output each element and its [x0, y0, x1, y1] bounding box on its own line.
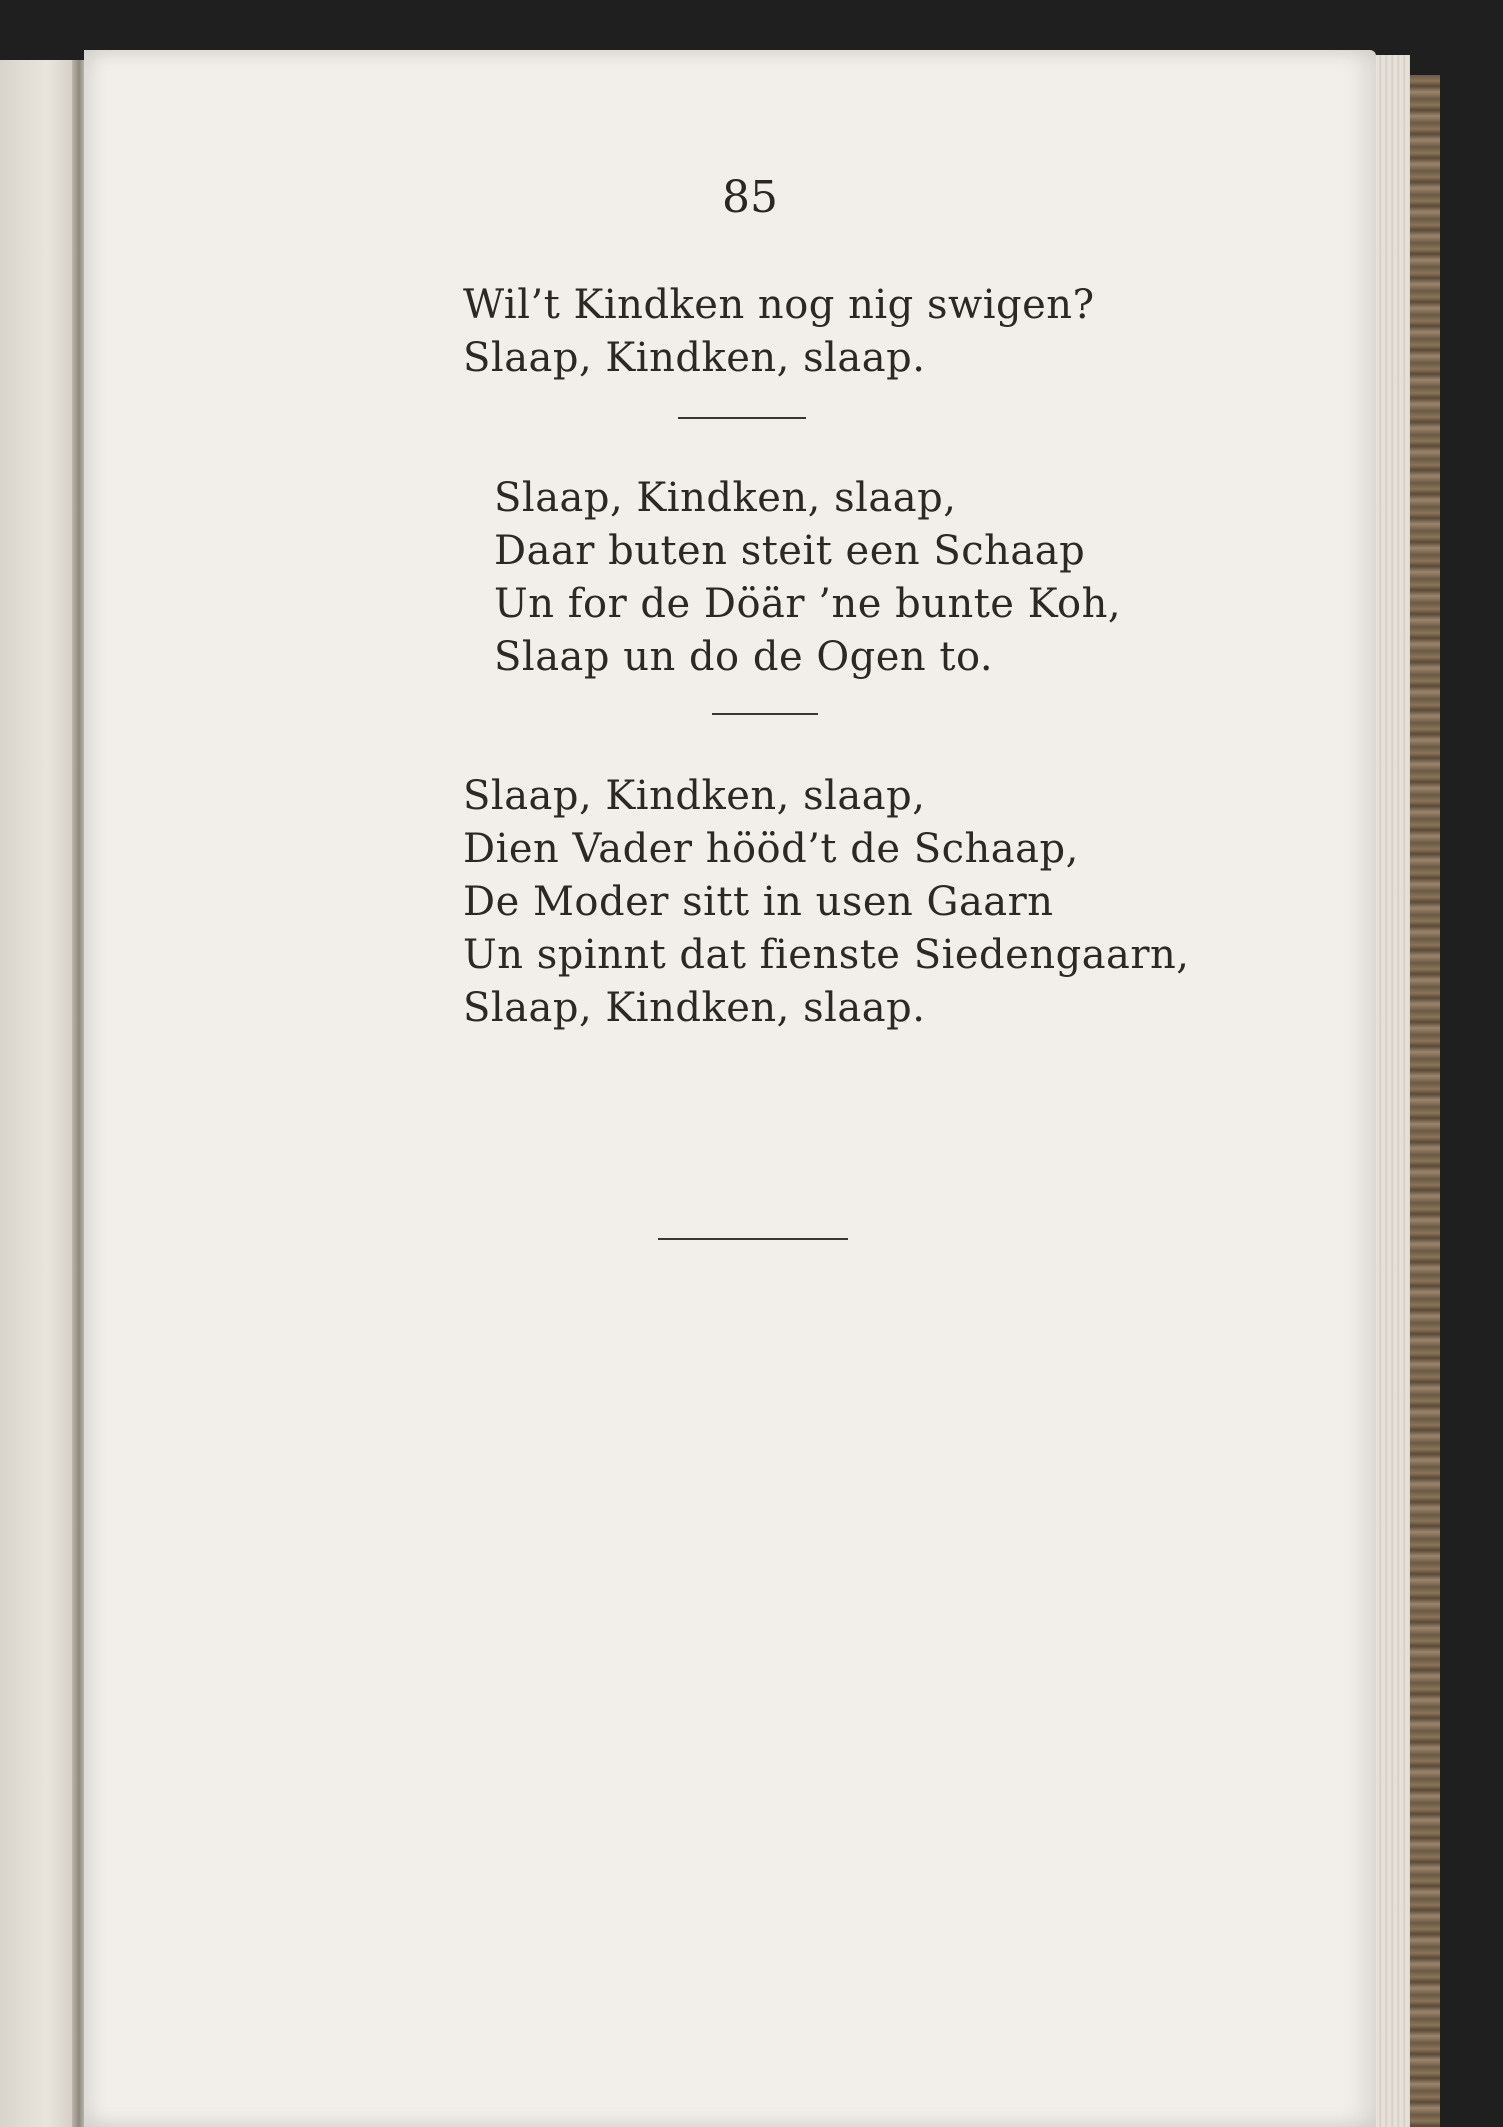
verse-line: Un for de Döär ’ne bunte Koh, — [494, 581, 1122, 627]
verse-line: Daar buten steit een Schaap — [494, 528, 1086, 574]
verse-line: Dien Vader hööd’t de Schaap, — [463, 826, 1079, 872]
page-number: 85 — [722, 172, 778, 223]
section-divider — [658, 1238, 848, 1240]
verse-line: De Moder sitt in usen Gaarn — [463, 879, 1054, 925]
section-divider — [678, 417, 806, 419]
section-divider — [712, 713, 818, 715]
verse-line: Slaap, Kindken, slaap, — [494, 475, 957, 521]
verse-line: Wil’t Kindken nog nig swigen? — [463, 282, 1095, 328]
verse-line: Slaap, Kindken, slaap. — [463, 335, 926, 381]
verse-line: Slaap, Kindken, slaap. — [463, 985, 926, 1031]
verse-line: Slaap un do de Ogen to. — [494, 634, 994, 680]
verse-line: Un spinnt dat fienste Siedengaarn, — [463, 932, 1190, 978]
verse-line: Slaap, Kindken, slaap, — [463, 773, 926, 819]
